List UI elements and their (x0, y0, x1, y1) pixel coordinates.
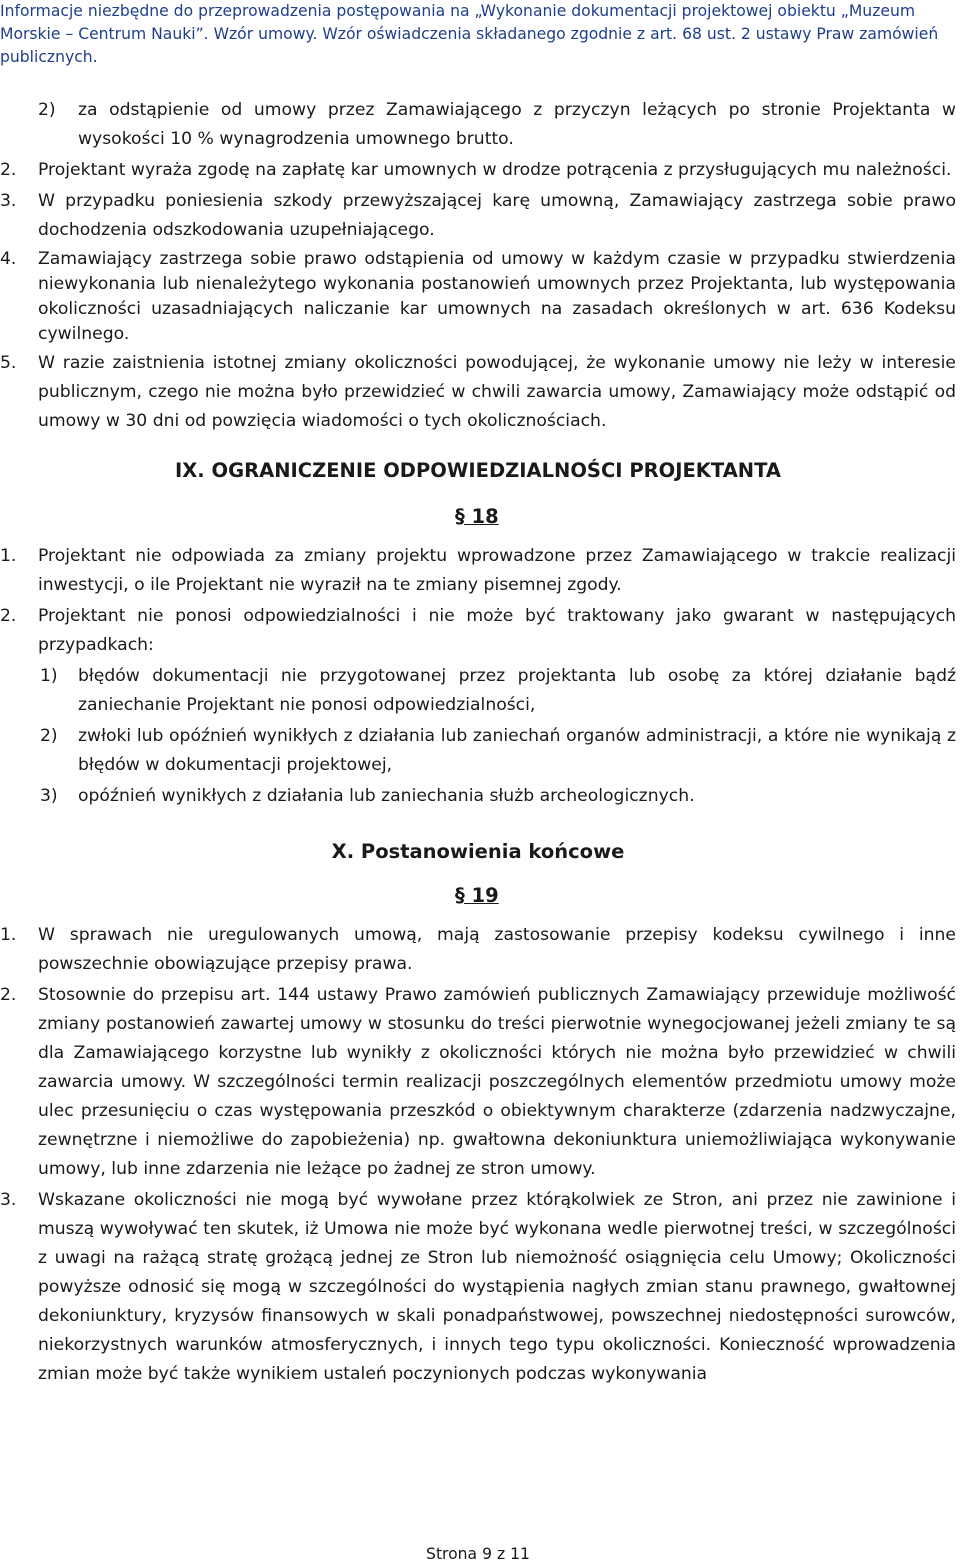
list-item (0, 1186, 956, 1389)
list-item (0, 247, 956, 347)
document-header: Informacje niezbędne do przeprowadzenia postępowania na „Wykonanie dokumentacji projektowej obiektu „Muzeum Morskie – Centrum Nauki”. Wzór umowy. Wzór oświadczenia składanego zgodnie z art. 68 ust. 2 ustawy Praw zamówień publicznych. (0, 2, 939, 66)
list-item (0, 981, 956, 1184)
list-item (0, 602, 956, 660)
item-number: 4. (0, 249, 17, 269)
list-item (0, 156, 956, 185)
paragraph-number: § 19 (455, 884, 499, 907)
item-number: 3. (0, 191, 17, 211)
item-number: 2) (40, 726, 58, 746)
list-item (0, 349, 956, 436)
item-text: za odstąpienie od umowy przez Zamawiającego z przyczyn leżących po stronie Projektanta w wysokości 10 % wynagrodzenia umownego brutto. (78, 100, 956, 149)
item-number: 1. (0, 925, 17, 945)
item-number: 3) (40, 786, 58, 806)
item-text: Projektant nie odpowiada za zmiany projektu wprowadzone przez Zamawiającego w trakcie realizacji inwestycji, o ile Projektant nie wyraził na te zmiany pisemnej zgody. (38, 546, 956, 595)
paragraph-number: § 18 (455, 505, 499, 528)
item-number: 2. (0, 985, 17, 1005)
item-number: 2. (0, 160, 17, 180)
item-text: Wskazane okoliczności nie mogą być wywołane przez którąkolwiek ze Stron, ani przez nie zawinione i muszą wywoływać ten skutek, iż Umowa nie może być wykonana wedle pierwotnej treści, w szczególności z uwagi na rażącą stratę grożącą jednej ze Stron lub niemożność osiągnięcia celu Umowy; Okoliczności powyższe odnosić się mogą w szczególności do wystąpienia nagłych zmian stanu prawnego, gwałtownej dekoniunktury, kryzysów finansowych w skali ponadpaństwowej, powszechnej niedostępności surowców, niekorzystnych warunków atmosferycznych, i innych tego typu okoliczności. Konieczność wprowadzenia zmian może być także wynikiem ustaleń poczynionych podczas wykonywania (38, 1190, 956, 1384)
sub-list-item (0, 662, 956, 720)
item-number: 3. (0, 1190, 17, 1210)
item-text: Stosownie do przepisu art. 144 ustawy Prawo zamówień publicznych Zamawiający przewiduje możliwość zmiany postanowień zawartej umowy w stosunku do treści pierwotnie wynegocjowanej jeżeli zmiany te są dla Zamawiającego korzystne lub wynikły z okoliczności których nie można było przewidzieć w chwili zawarcia umowy. W szczególności termin realizacji poszczególnych elementów przedmiotu umowy może ulec przesunięciu o czas występowania przeszkód o obiektywnym charakterze (zdarzenia nadzwyczajne, zewnętrzne i niemożliwe do zapobieżenia) np. gwałtowna dekoniunktura uniemożliwiająca wykonywanie umowy, lub inne zdarzenia nie leżące po żadnej ze stron umowy. (38, 985, 956, 1179)
item-text: W sprawach nie uregulowanych umową, mają zastosowanie przepisy kodeksu cywilnego i inne powszechnie obowiązujące przepisy prawa. (38, 925, 956, 974)
item-text: W razie zaistnienia istotnej zmiany okoliczności powodującej, że wykonanie umowy nie leży w interesie publicznym, czego nie można było przewidzieć w chwili zawarcia umowy, Zamawiający może odstąpić od umowy w 30 dni od powzięcia wiadomości o tych okolicznościach. (38, 353, 956, 431)
item-text: błędów dokumentacji nie przygotowanej przez projektanta lub osobę za której działanie bądź zaniechanie Projektant nie ponosi odpowiedzialności, (78, 666, 956, 715)
sub-list-item (0, 782, 956, 811)
item-text: zwłoki lub opóźnień wynikłych z działania lub zaniechań organów administracji, a które nie wynikają z błędów w dokumentacji projektowej, (78, 726, 956, 775)
section-title: X. Postanowienia końcowe (331, 840, 625, 863)
list-item (0, 96, 956, 154)
item-number: 5. (0, 353, 17, 373)
list-item (0, 542, 956, 600)
item-text: W przypadku poniesienia szkody przewyższającej karę umowną, Zamawiający zastrzega sobie prawo dochodzenia odszkodowania uzupełniającego. (38, 191, 956, 240)
item-text: Projektant nie ponosi odpowiedzialności i nie może być traktowany jako gwarant w następujących przypadkach: (38, 606, 956, 655)
page-number: Strona 9 z 11 (426, 1545, 530, 1563)
item-number: 2. (0, 606, 17, 626)
section-title: IX. OGRANICZENIE ODPOWIEDZIALNOŚCI PROJEKTANTA (175, 459, 781, 482)
item-number: 2) (38, 100, 56, 120)
list-item (0, 921, 956, 979)
sub-list-item (0, 722, 956, 780)
item-text: Projektant wyraża zgodę na zapłatę kar umownych w drodze potrącenia z przysługujących mu należności. (38, 160, 952, 180)
document-body (0, 96, 956, 1391)
item-number: 1) (40, 666, 58, 686)
item-number: 1. (0, 546, 17, 566)
list-item (0, 187, 956, 245)
item-text: opóźnień wynikłych z działania lub zaniechania służb archeologicznych. (78, 786, 695, 806)
item-text: Zamawiający zastrzega sobie prawo odstąpienia od umowy w każdym czasie w przypadku stwierdzenia niewykonania lub nienależytego wykonania postanowień umownych przez Projektanta, lub występowania okoliczności uzasadniających naliczanie kar umownych na zasadach określonych w art. 636 Kodeksu cywilnego. (38, 249, 956, 344)
